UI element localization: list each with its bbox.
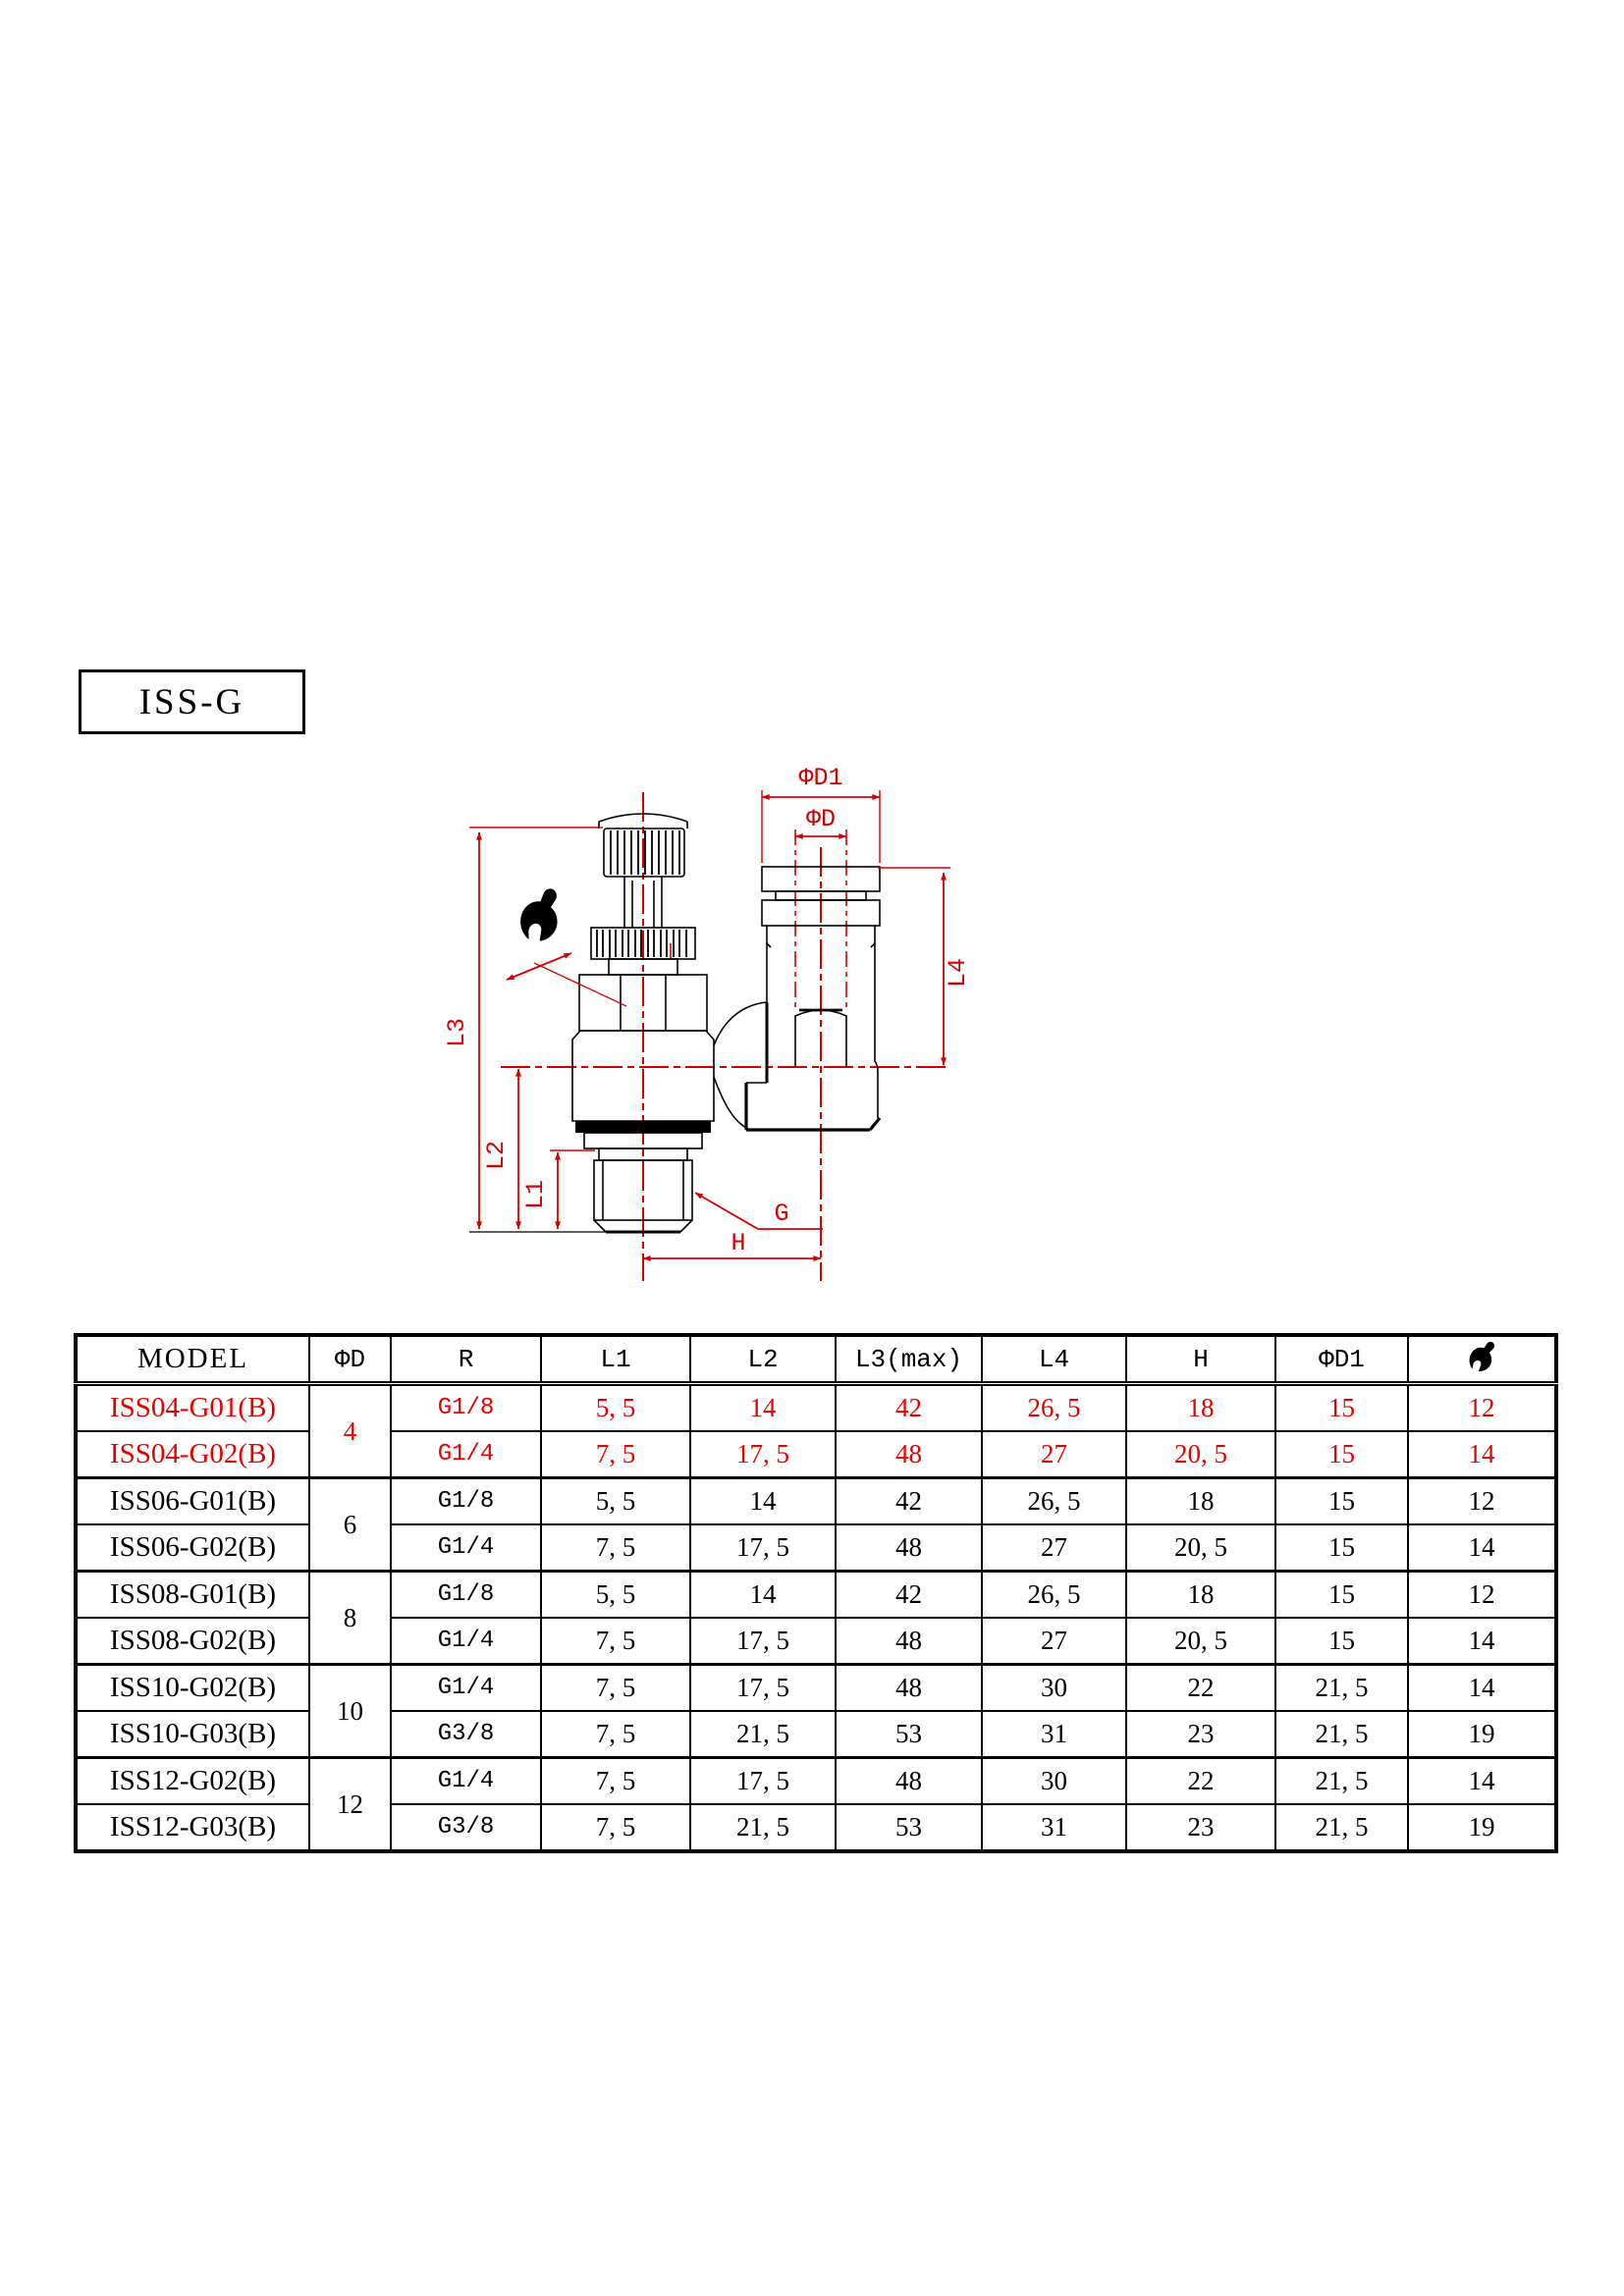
wrench-icon: [514, 887, 566, 944]
cell-l4: 31: [982, 1711, 1126, 1758]
cell-r: G3/8: [391, 1711, 541, 1758]
dim-label-phi-d: ΦD: [805, 805, 837, 833]
cell-phi-d: 6: [309, 1478, 391, 1572]
cell-h: 20, 5: [1126, 1431, 1275, 1478]
header-l2: L2: [690, 1335, 836, 1384]
header-l1: L1: [541, 1335, 690, 1384]
cell-l2: 21, 5: [690, 1711, 836, 1758]
cell-l1: 5, 5: [541, 1478, 690, 1525]
cell-model: ISS12-G03(B): [76, 1804, 309, 1851]
cell-wrench: 14: [1408, 1758, 1556, 1805]
cell-l2: 21, 5: [690, 1804, 836, 1851]
cell-l4: 30: [982, 1665, 1126, 1712]
header-l3: L3(max): [836, 1335, 982, 1384]
cell-l1: 7, 5: [541, 1758, 690, 1805]
cell-r: G1/8: [391, 1572, 541, 1619]
cell-h: 18: [1126, 1384, 1275, 1432]
series-title-box: [79, 669, 305, 734]
cell-r: G1/4: [391, 1618, 541, 1665]
table-row: [76, 1478, 1556, 1525]
cell-l4: 26, 5: [982, 1572, 1126, 1619]
cell-l4: 26, 5: [982, 1478, 1126, 1525]
cell-model: ISS10-G03(B): [76, 1711, 309, 1758]
cell-l2: 17, 5: [690, 1524, 836, 1572]
cell-phi-d1: 15: [1275, 1572, 1408, 1619]
wrench-icon: [1466, 1339, 1497, 1374]
cell-r: G3/8: [391, 1804, 541, 1851]
cell-phi-d: 4: [309, 1384, 391, 1478]
cell-l2: 17, 5: [690, 1431, 836, 1478]
cell-h: 23: [1126, 1711, 1275, 1758]
cell-h: 22: [1126, 1665, 1275, 1712]
cell-l1: 5, 5: [541, 1384, 690, 1432]
valve-body-outline: [469, 814, 880, 1232]
cell-l3: 48: [836, 1758, 982, 1805]
cell-phi-d: 12: [309, 1758, 391, 1852]
table-row: [76, 1572, 1556, 1619]
cell-l1: 7, 5: [541, 1711, 690, 1758]
cell-l2: 17, 5: [690, 1618, 836, 1665]
cell-wrench: 19: [1408, 1804, 1556, 1851]
cell-l1: 5, 5: [541, 1572, 690, 1619]
cell-l3: 48: [836, 1665, 982, 1712]
dim-label-l3: L3: [443, 1017, 471, 1048]
cell-l2: 14: [690, 1384, 836, 1432]
dim-label-g: G: [774, 1200, 789, 1228]
cell-r: G1/4: [391, 1524, 541, 1572]
header-row: [76, 1335, 1556, 1384]
cell-l3: 48: [836, 1431, 982, 1478]
cell-l3: 53: [836, 1711, 982, 1758]
cell-model: ISS08-G01(B): [76, 1572, 309, 1619]
cell-l1: 7, 5: [541, 1431, 690, 1478]
header-model: MODEL: [76, 1335, 309, 1384]
cell-phi-d1: 15: [1275, 1524, 1408, 1572]
centerlines: [501, 792, 947, 1281]
spec-table: [74, 1333, 1558, 1853]
cell-l4: 27: [982, 1524, 1126, 1572]
cell-model: ISS06-G01(B): [76, 1478, 309, 1525]
cell-h: 18: [1126, 1572, 1275, 1619]
knob-knurl-hatch: [611, 830, 679, 875]
header-wrench: [1408, 1335, 1556, 1384]
cell-l2: 14: [690, 1478, 836, 1525]
cell-phi-d1: 21, 5: [1275, 1804, 1408, 1851]
cell-model: ISS04-G01(B): [76, 1384, 309, 1432]
g-leader-line: [695, 1193, 823, 1229]
cell-h: 23: [1126, 1804, 1275, 1851]
header-h: H: [1126, 1335, 1275, 1384]
cell-h: 20, 5: [1126, 1524, 1275, 1572]
cell-l3: 42: [836, 1384, 982, 1432]
dim-label-phi-d1: ΦD1: [798, 764, 843, 792]
cell-phi-d1: 21, 5: [1275, 1711, 1408, 1758]
cell-wrench: 14: [1408, 1618, 1556, 1665]
cell-r: G1/4: [391, 1431, 541, 1478]
series-title: ISS-G: [138, 681, 245, 722]
header-phi-d1: ΦD1: [1275, 1335, 1408, 1384]
cell-l1: 7, 5: [541, 1618, 690, 1665]
lock-ring-hatch: [597, 930, 686, 957]
cell-wrench: 12: [1408, 1478, 1556, 1525]
dim-label-l4: L4: [944, 957, 972, 988]
header-r: R: [391, 1335, 541, 1384]
cell-wrench: 19: [1408, 1711, 1556, 1758]
cell-l4: 30: [982, 1758, 1126, 1805]
dim-label-h: H: [731, 1229, 746, 1257]
cell-l3: 48: [836, 1524, 982, 1572]
cell-l4: 27: [982, 1431, 1126, 1478]
cell-l2: 14: [690, 1572, 836, 1619]
cell-model: ISS06-G02(B): [76, 1524, 309, 1572]
cell-model: ISS12-G02(B): [76, 1758, 309, 1805]
cell-r: G1/8: [391, 1384, 541, 1432]
table-row: [76, 1618, 1556, 1665]
cell-phi-d1: 15: [1275, 1618, 1408, 1665]
cell-wrench: 14: [1408, 1431, 1556, 1478]
header-l4: L4: [982, 1335, 1126, 1384]
cell-h: 22: [1126, 1758, 1275, 1805]
table-row: [76, 1665, 1556, 1712]
cell-l1: 7, 5: [541, 1524, 690, 1572]
cell-phi-d1: 15: [1275, 1478, 1408, 1525]
cell-r: G1/8: [391, 1478, 541, 1525]
cell-l4: 27: [982, 1618, 1126, 1665]
cell-l1: 7, 5: [541, 1665, 690, 1712]
cell-l3: 42: [836, 1572, 982, 1619]
cell-r: G1/4: [391, 1758, 541, 1805]
cell-l4: 31: [982, 1804, 1126, 1851]
cell-h: 20, 5: [1126, 1618, 1275, 1665]
cell-l1: 7, 5: [541, 1804, 690, 1851]
elbow-left-curve: [714, 1077, 748, 1129]
cell-phi-d: 8: [309, 1572, 391, 1665]
spec-table-wrap: [74, 1333, 1558, 1853]
cell-l3: 42: [836, 1478, 982, 1525]
technical-drawing: [432, 751, 1237, 1301]
table-row: [76, 1431, 1556, 1478]
cell-l2: 17, 5: [690, 1665, 836, 1712]
cell-l4: 26, 5: [982, 1384, 1126, 1432]
table-row: [76, 1711, 1556, 1758]
table-row: [76, 1384, 1556, 1432]
cell-model: ISS08-G02(B): [76, 1618, 309, 1665]
elbow-shoulder-curve: [714, 1002, 767, 1045]
cell-l3: 53: [836, 1804, 982, 1851]
cell-r: G1/4: [391, 1665, 541, 1712]
table-row: [76, 1524, 1556, 1572]
cell-wrench: 12: [1408, 1572, 1556, 1619]
adjust-leader: [534, 963, 626, 1006]
cell-model: ISS10-G02(B): [76, 1665, 309, 1712]
dim-label-l2: L2: [482, 1140, 511, 1171]
cell-model: ISS04-G02(B): [76, 1431, 309, 1478]
cell-phi-d: 10: [309, 1665, 391, 1758]
cell-phi-d1: 21, 5: [1275, 1665, 1408, 1712]
cell-wrench: 14: [1408, 1524, 1556, 1572]
cell-l2: 17, 5: [690, 1758, 836, 1805]
table-row: [76, 1758, 1556, 1805]
cell-wrench: 14: [1408, 1665, 1556, 1712]
cell-phi-d1: 21, 5: [1275, 1758, 1408, 1805]
cell-l3: 48: [836, 1618, 982, 1665]
header-phi-d: ΦD: [309, 1335, 391, 1384]
cell-wrench: 12: [1408, 1384, 1556, 1432]
table-row: [76, 1804, 1556, 1851]
cell-phi-d1: 15: [1275, 1431, 1408, 1478]
dim-label-l1: L1: [521, 1179, 550, 1210]
elbow-bottom-edge: [746, 1083, 880, 1130]
cell-phi-d1: 15: [1275, 1384, 1408, 1432]
cell-h: 18: [1126, 1478, 1275, 1525]
o-ring-band: [575, 1121, 711, 1133]
port-right-edge: [875, 926, 878, 1118]
